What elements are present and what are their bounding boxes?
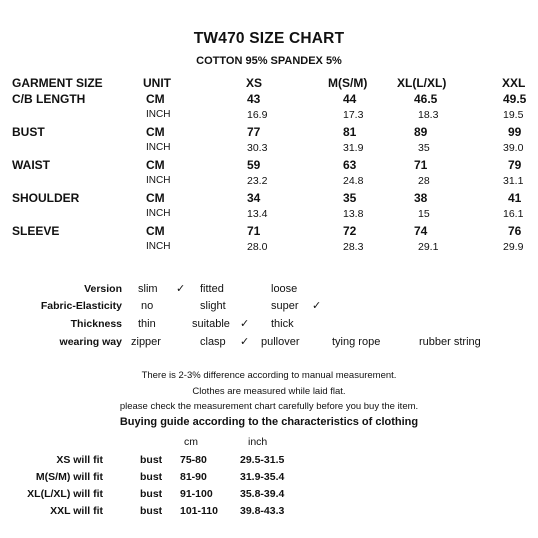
option-rubber-string: rubber string <box>419 336 481 348</box>
note-check-chart: please check the measurement chart carefully before you buy the item. <box>119 401 419 412</box>
property-label-thickness: Thickness <box>70 318 122 330</box>
fabric-composition: COTTON 95% SPANDEX 5% <box>196 55 342 67</box>
row-label-sleeve: SLEEVE <box>12 224 60 238</box>
value-cm: 59 <box>247 158 261 172</box>
value-inch: 19.5 <box>503 109 524 121</box>
value-inch: 39.0 <box>503 142 524 154</box>
value-inch: 13.4 <box>247 208 268 220</box>
value-cm: 63 <box>343 158 357 172</box>
buying-guide-inch-range: 39.8-43.3 <box>240 505 285 517</box>
buying-guide-header-cm: cm <box>184 436 198 448</box>
buying-guide-inch-range: 29.5-31.5 <box>240 454 285 466</box>
value-inch: 18.3 <box>418 109 439 121</box>
check-icon: ✓ <box>176 283 186 295</box>
option-pullover: pullover <box>261 336 300 348</box>
buying-guide-cm-range: 91-100 <box>180 488 213 500</box>
unit-inch: INCH <box>146 109 171 120</box>
value-cm: 35 <box>343 191 357 205</box>
check-icon: ✓ <box>240 336 250 348</box>
value-inch: 15 <box>418 208 430 220</box>
option-thin: thin <box>138 318 156 330</box>
header-size-xs: XS <box>246 76 263 90</box>
option-slim: slim <box>138 283 158 295</box>
unit-inch: INCH <box>146 175 171 186</box>
buying-guide-inch-range: 31.9-35.4 <box>240 471 285 483</box>
value-cm: 38 <box>414 191 428 205</box>
unit-cm: CM <box>146 125 165 139</box>
value-inch: 29.1 <box>418 241 439 253</box>
option-suitable: suitable <box>192 318 230 330</box>
option-slight: slight <box>200 300 226 312</box>
check-icon: ✓ <box>312 300 322 312</box>
chart-title: TW470 SIZE CHART <box>193 30 345 47</box>
value-cm: 71 <box>414 158 428 172</box>
value-cm: 81 <box>343 125 357 139</box>
unit-cm: CM <box>146 92 165 106</box>
row-label-shoulder: SHOULDER <box>12 191 80 205</box>
value-inch: 16.1 <box>503 208 524 220</box>
header-size-xl: XL(L/XL) <box>397 76 447 90</box>
check-icon: ✓ <box>240 318 250 330</box>
note-measurement-difference: There is 2-3% difference according to manual measurement. <box>141 370 397 381</box>
option-loose: loose <box>271 283 298 295</box>
value-inch: 17.3 <box>343 109 364 121</box>
value-cm: 76 <box>508 224 522 238</box>
value-cm: 74 <box>414 224 428 238</box>
value-inch: 28.3 <box>343 241 364 253</box>
unit-cm: CM <box>146 158 165 172</box>
buying-guide-cm-range: 81-90 <box>180 471 207 483</box>
option-super: super <box>271 300 299 312</box>
unit-cm: CM <box>146 224 165 238</box>
unit-inch: INCH <box>146 208 171 219</box>
value-inch: 16.9 <box>247 109 268 121</box>
value-inch: 24.8 <box>343 175 364 187</box>
buying-guide-size: XXL will fit <box>50 505 103 517</box>
note-laid-flat: Clothes are measured while laid flat. <box>192 386 346 397</box>
buying-guide-size: XS will fit <box>56 454 103 466</box>
option-no: no <box>141 300 154 312</box>
buying-guide-part: bust <box>140 488 163 500</box>
buying-guide-inch-range: 35.8-39.4 <box>240 488 285 500</box>
value-cm: 46.5 <box>414 92 438 106</box>
property-label-wearing-way: wearing way <box>59 336 122 348</box>
row-label-bust: BUST <box>12 125 45 139</box>
value-inch: 31.9 <box>343 142 364 154</box>
value-inch: 28.0 <box>247 241 268 253</box>
buying-guide-part: bust <box>140 454 163 466</box>
buying-guide-title: Buying guide according to the characteristics of clothing <box>119 416 419 428</box>
header-size-m: M(S/M) <box>328 76 368 90</box>
value-cm: 34 <box>247 191 261 205</box>
header-size-xxl: XXL <box>502 76 526 90</box>
value-inch: 35 <box>418 142 430 154</box>
value-cm: 89 <box>414 125 428 139</box>
buying-guide-part: bust <box>140 471 163 483</box>
value-cm: 77 <box>247 125 261 139</box>
buying-guide-size: M(S/M) will fit <box>35 471 103 483</box>
value-cm: 99 <box>508 125 522 139</box>
option-zipper: zipper <box>131 336 161 348</box>
option-clasp: clasp <box>200 336 226 348</box>
unit-cm: CM <box>146 191 165 205</box>
header-garment-size: GARMENT SIZE <box>12 76 103 90</box>
option-thick: thick <box>271 318 294 330</box>
buying-guide-cm-range: 101-110 <box>180 505 218 517</box>
unit-inch: INCH <box>146 142 171 153</box>
value-cm: 43 <box>247 92 261 106</box>
value-cm: 44 <box>343 92 357 106</box>
value-inch: 31.1 <box>503 175 524 187</box>
buying-guide-header-inch: inch <box>248 436 268 448</box>
buying-guide-cm-range: 75-80 <box>180 454 207 466</box>
row-label-waist: WAIST <box>12 158 50 172</box>
value-inch: 30.3 <box>247 142 268 154</box>
value-cm: 49.5 <box>503 92 527 106</box>
value-inch: 29.9 <box>503 241 524 253</box>
option-tying-rope: tying rope <box>332 336 381 348</box>
value-cm: 72 <box>343 224 357 238</box>
value-inch: 13.8 <box>343 208 364 220</box>
value-inch: 23.2 <box>247 175 268 187</box>
property-label-fabric-elasticity: Fabric-Elasticity <box>40 300 122 312</box>
value-inch: 28 <box>418 175 430 187</box>
value-cm: 41 <box>508 191 522 205</box>
value-cm: 79 <box>508 158 522 172</box>
row-label-cb-length: C/B LENGTH <box>12 92 86 106</box>
property-label-version: Version <box>84 283 122 295</box>
unit-inch: INCH <box>146 241 171 252</box>
value-cm: 71 <box>247 224 261 238</box>
buying-guide-part: bust <box>140 505 163 517</box>
header-unit: UNIT <box>143 76 171 90</box>
option-fitted: fitted <box>200 283 224 295</box>
buying-guide-size: XL(L/XL) will fit <box>27 488 103 500</box>
